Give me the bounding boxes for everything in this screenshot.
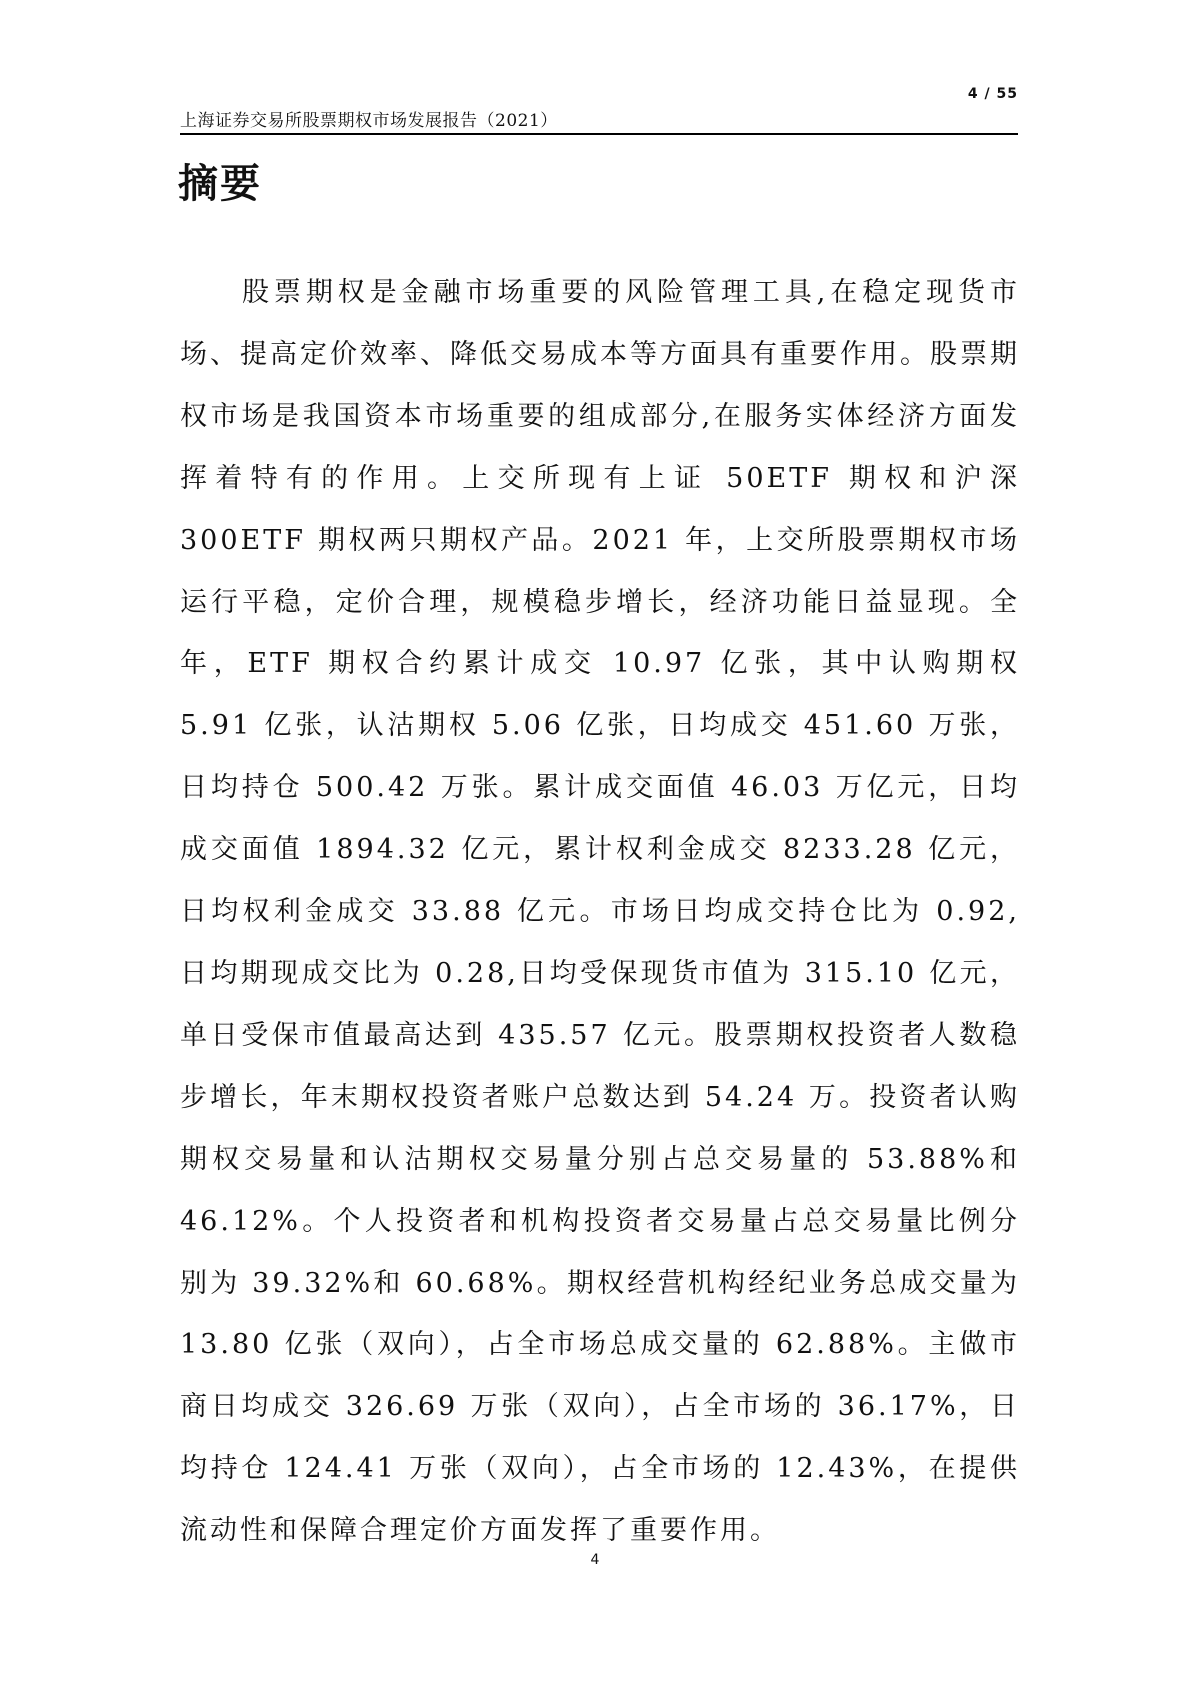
running-header-title: 上海证券交易所股票期权市场发展报告（2021） — [180, 111, 558, 131]
summary-paragraph: 股票期权是金融市场重要的风险管理工具,在稳定现货市场、提高定价效率、降低交易成本等方面具有重要作用。股票期权市场是我国资本市场重要的组成部分,在服务实体经济方面发挥着特有的作用。上交所现有上证 50ETF 期权和沪深 300ETF 期权两只期权产品。2021 年，上交所股票期权市场运行平稳，定价合理，规模稳步增长，经济功能日益显现。全年，ETF 期权合约累计成交 10.97 亿张，其中认购期权 5.91 亿张，认沽期权 5.06 亿张，日均成交 451.60 万张，日均持仓 500.42 万张。累计成交面值 46.03 万亿元，日均成交面值 1894.32 亿元，累计权利金成交 8233.28 亿元，日均权利金成交 33.88 亿元。市场日均成交持仓比为 0.92,日均期现成交比为 0.28,日均受保现货市值为 315.10 亿元，单日受保市值最高达到 435.57 亿元。股票期权投资者人数稳步增长，年末期权投资者账户总数达到 54.24 万。投资者认购期权交易量和认沽期权交易量分别占总交易量的 53.88%和 46.12%。个人投资者和机构投资者交易量占总交易量比例分别为 39.32%和 60.68%。期权经营机构经纪业务总成交量为 13.80 亿张（双向），占全市场总成交量的 62.88%。主做市商日均成交 326.69 万张（双向），占全市场的 36.17%，日均持仓 124.41 万张（双向），占全市场的 12.43%，在提供流动性和保障合理定价方面发挥了重要作用。 — [180, 277, 1020, 1547]
header-divider — [180, 133, 1018, 135]
page-counter: 4 / 55 — [967, 86, 1018, 102]
section-title: 摘要 — [178, 161, 262, 207]
footer-page-number: 4 — [590, 1552, 600, 1568]
